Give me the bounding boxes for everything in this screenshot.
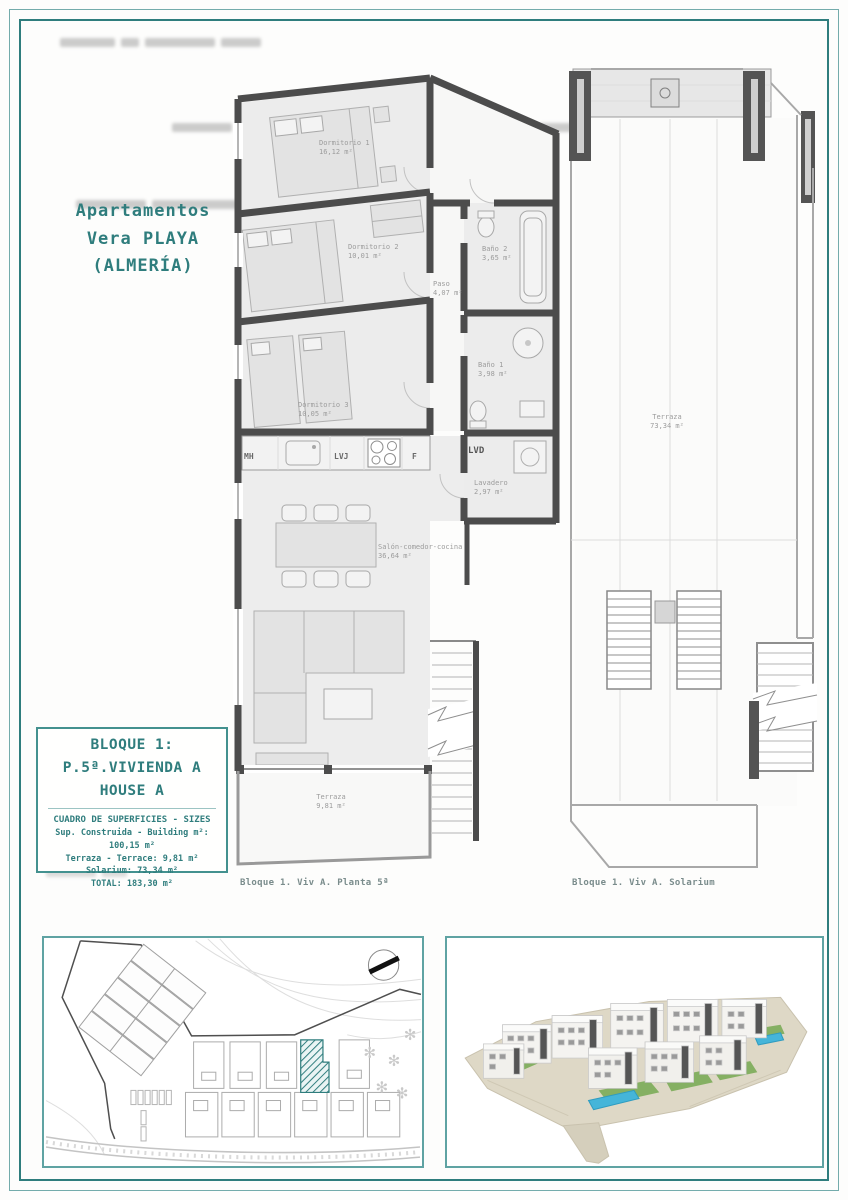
svg-text:✻: ✻ bbox=[387, 1052, 401, 1071]
caption-plan: Bloque 1. Viv A. Planta 5ª bbox=[240, 878, 389, 888]
surface-row-solarium: Solarium: 73,34 m² bbox=[85, 866, 179, 877]
kitchen-label-lvj: LVJ bbox=[334, 452, 349, 461]
room-label-terraza-name: Terraza bbox=[316, 793, 346, 801]
kitchen-label-f: F bbox=[412, 452, 417, 461]
caption-solarium: Bloque 1. Viv A. Solarium bbox=[572, 878, 715, 888]
project-title-line2: Vera PLAYA bbox=[86, 228, 200, 249]
laundry-fixtures bbox=[514, 441, 546, 473]
project-title-line3: (ALMERÍA) bbox=[92, 256, 194, 277]
communal-stairs bbox=[428, 641, 476, 841]
watermark-smudge bbox=[60, 38, 261, 47]
site-road bbox=[46, 1137, 420, 1163]
room-label-bano1-area: 3,98 m² bbox=[478, 370, 508, 378]
laundry-label-lvd: LVD bbox=[468, 446, 485, 456]
svg-text:✻: ✻ bbox=[403, 1025, 417, 1044]
highlighted-unit bbox=[301, 1040, 329, 1093]
project-title bbox=[48, 198, 238, 281]
info-line-bloque: BLOQUE 1: bbox=[90, 737, 174, 753]
room-label-salon-name: Salón-comedor-cocina bbox=[378, 543, 463, 551]
solarium-label-name: Terraza bbox=[652, 413, 682, 421]
room-label-dorm2-area: 10,01 m² bbox=[348, 252, 382, 260]
aerial-render bbox=[447, 938, 822, 1166]
room-label-dorm3-area: 10,05 m² bbox=[298, 410, 332, 418]
room-label-bano1-name: Baño 1 bbox=[478, 361, 504, 369]
svg-text:✻: ✻ bbox=[375, 1078, 389, 1097]
room-label-dorm1-area: 16,12 m² bbox=[319, 148, 353, 156]
room-label-dorm2-name: Dormitorio 2 bbox=[348, 243, 399, 251]
room-label-dorm1-name: Dormitorio 1 bbox=[319, 139, 370, 147]
surface-table-title: CUADRO DE SUPERFICIES - SIZES bbox=[53, 814, 211, 825]
north-arrow-icon bbox=[368, 950, 398, 980]
room-label-lavadero-area: 2,97 m² bbox=[474, 488, 504, 496]
site-plan bbox=[44, 938, 422, 1166]
surface-row-terrace: Terraza - Terrace: 9,81 m² bbox=[65, 853, 199, 864]
kitchen-label-mh: MH bbox=[244, 452, 254, 461]
site-upper-block bbox=[79, 944, 206, 1075]
solarium-stairs bbox=[749, 643, 817, 779]
floor-plan-planta5 bbox=[226, 53, 570, 889]
solarium-labels bbox=[650, 413, 684, 430]
solarium-plan bbox=[565, 53, 820, 883]
svg-text:✻: ✻ bbox=[363, 1044, 377, 1063]
room-label-terraza-area: 9,81 m² bbox=[316, 802, 346, 810]
room-label-salon-area: 36,64 m² bbox=[378, 552, 412, 560]
solarium-label-area: 73,34 m² bbox=[650, 422, 684, 430]
surface-row-building: Sup. Construida - Building m²: 100,15 m² bbox=[55, 828, 209, 851]
room-label-paso-area: 4,07 m² bbox=[433, 289, 463, 297]
site-parking bbox=[131, 1090, 171, 1141]
surface-row-total: TOTAL: 183,30 m² bbox=[91, 879, 173, 890]
room-label-bano2-name: Baño 2 bbox=[482, 245, 508, 253]
room-label-paso-name: Paso bbox=[433, 280, 450, 288]
info-line-house: HOUSE A bbox=[99, 783, 165, 800]
dining-set bbox=[276, 505, 376, 587]
room-label-bano2-area: 3,65 m² bbox=[482, 254, 512, 262]
unit-info-box bbox=[36, 727, 228, 890]
info-divider bbox=[48, 808, 216, 809]
room-label-dorm3-name: Dormitorio 3 bbox=[298, 401, 349, 409]
project-title-line1: Apartamentos bbox=[75, 201, 211, 221]
palm-trees bbox=[363, 1026, 416, 1103]
svg-text:✻: ✻ bbox=[395, 1084, 409, 1103]
info-line-vivienda: P.5ª.VIVIENDA A bbox=[62, 760, 202, 777]
site-plan-box bbox=[42, 936, 424, 1168]
room-label-lavadero-name: Lavadero bbox=[474, 479, 508, 487]
aerial-render-box bbox=[445, 936, 824, 1168]
